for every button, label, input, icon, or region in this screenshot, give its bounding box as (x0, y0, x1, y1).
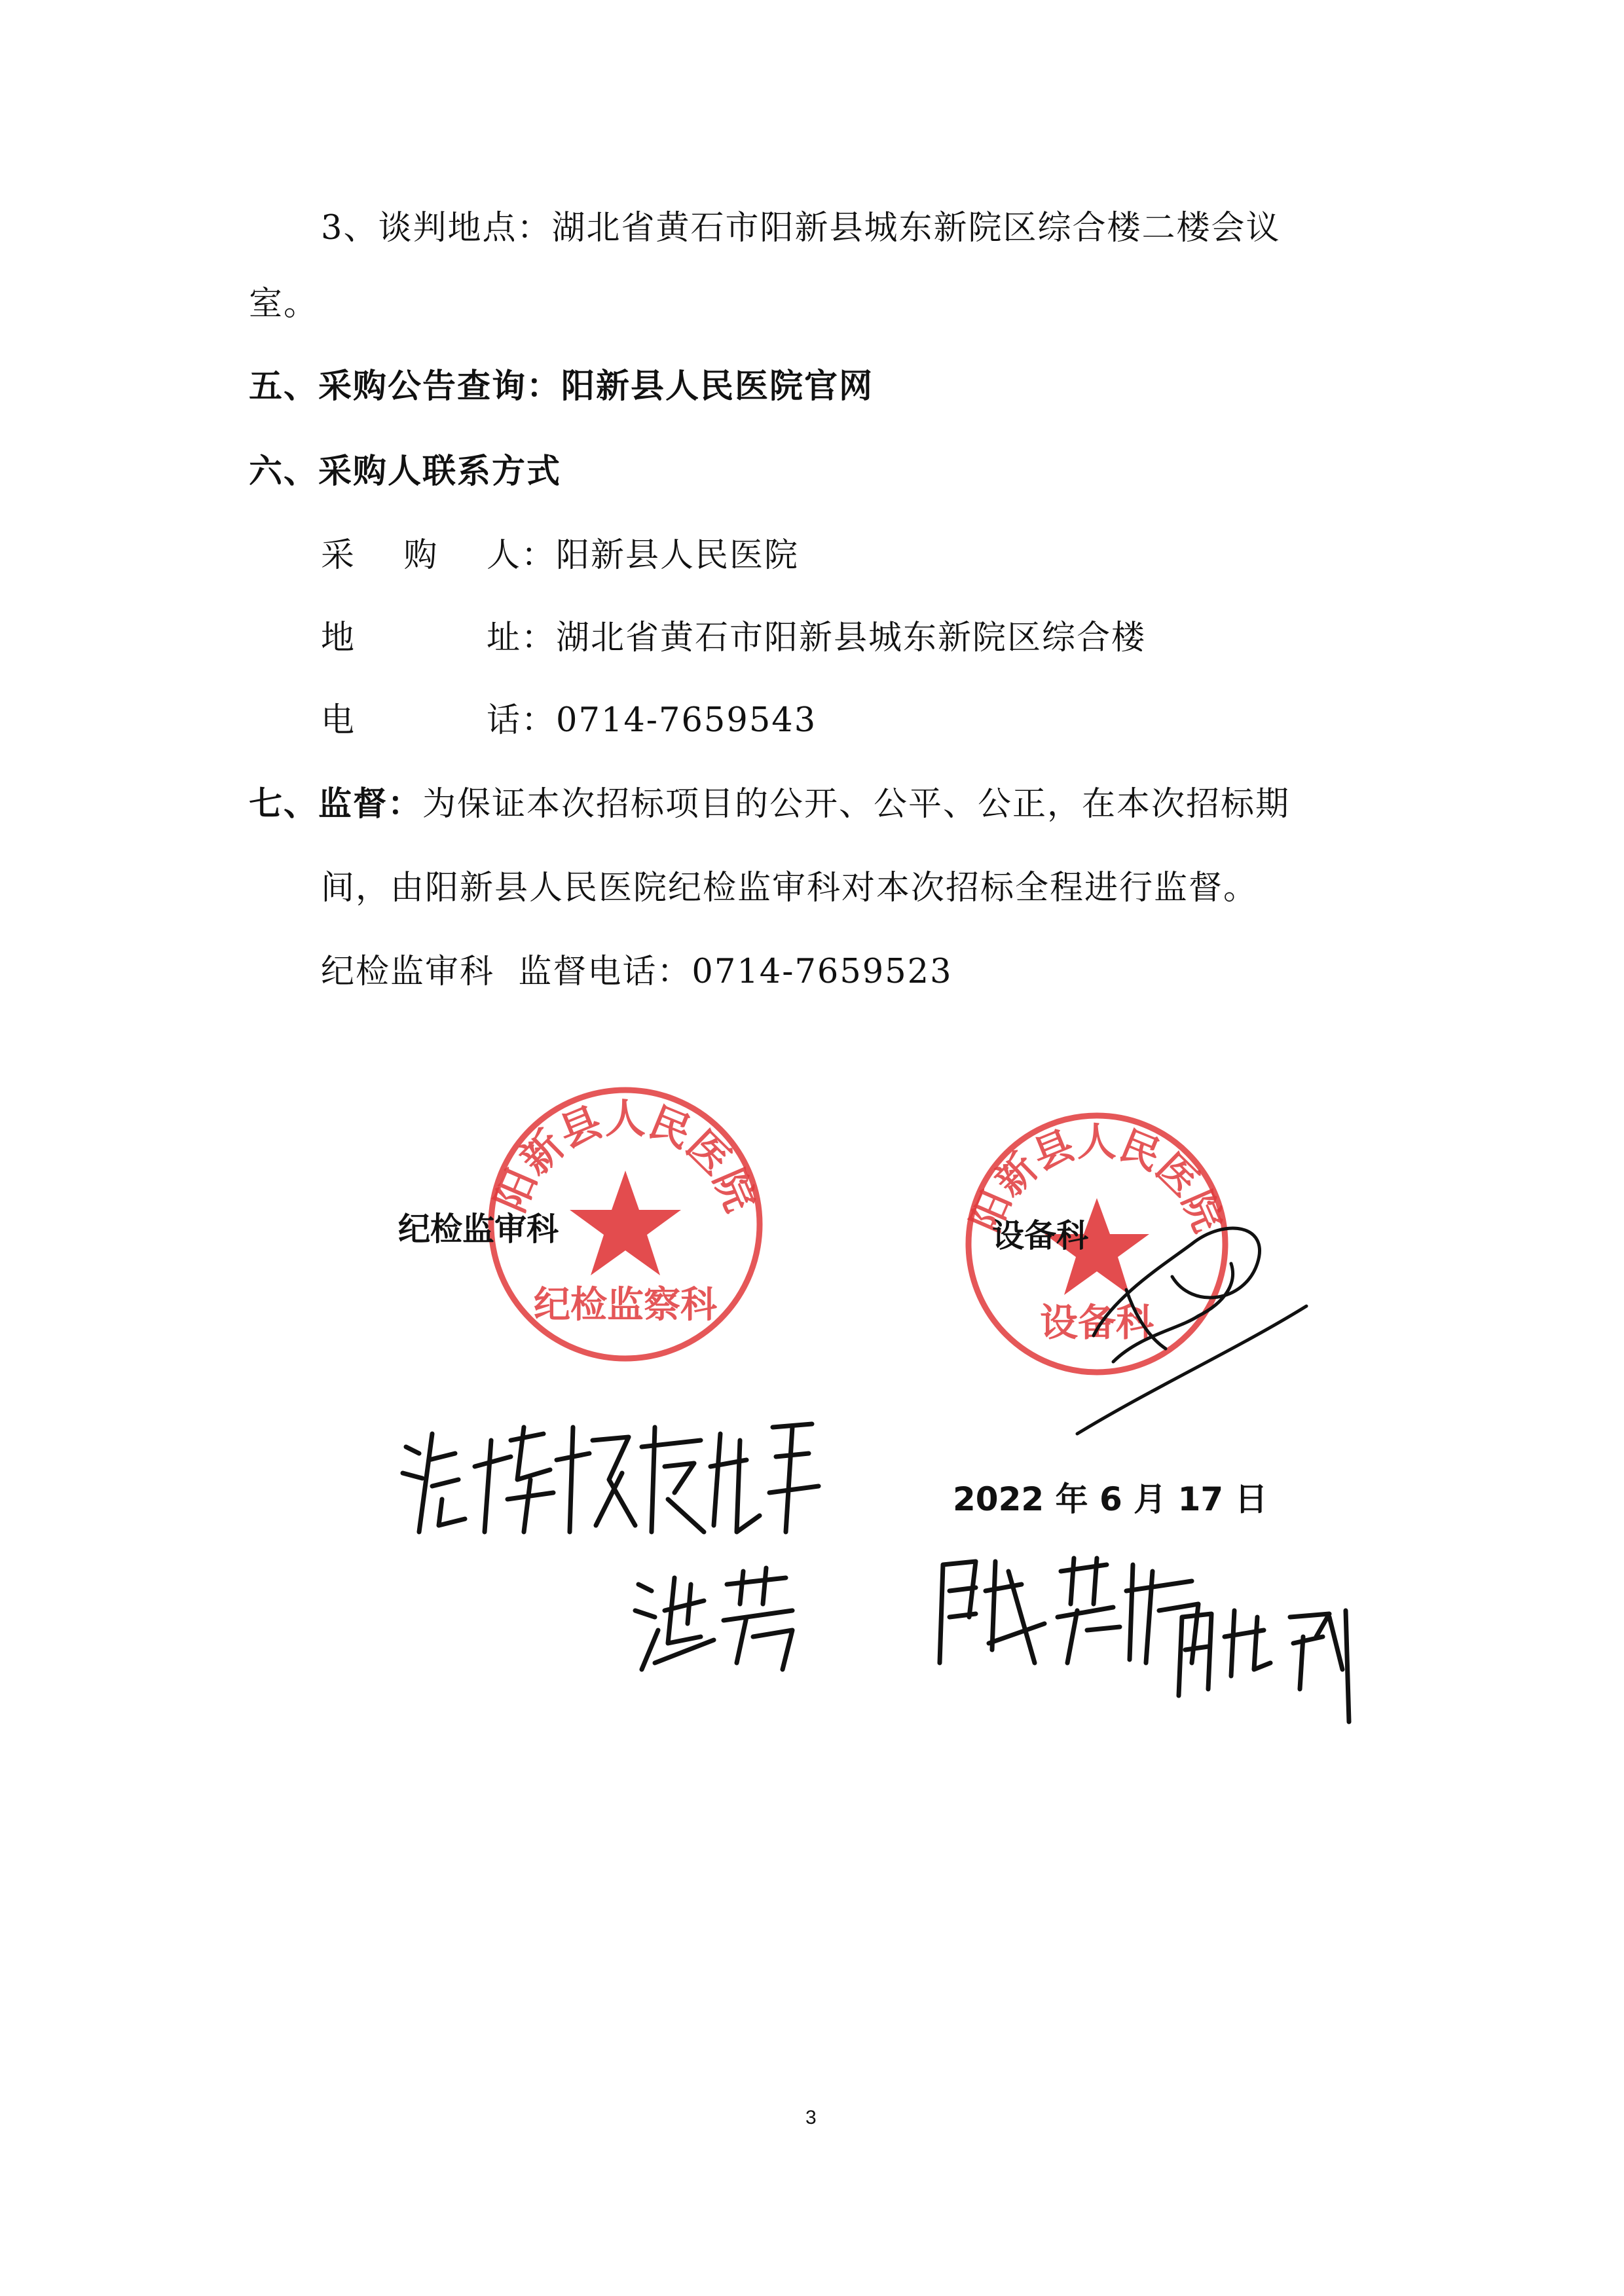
stamp-left-top-text: 阳新县人民医院 (486, 1095, 765, 1219)
signature-right-2 (1172, 1597, 1375, 1728)
contact-buyer (321, 536, 799, 576)
signer-right-label: 设备科 (992, 1217, 1089, 1254)
signature-right-scribble (1074, 1205, 1310, 1440)
contact-address-label: 地 址 (321, 619, 521, 657)
signer-left-label: 纪检监审科 (398, 1211, 559, 1248)
section5-value: 阳新县人民医院官网 (561, 367, 874, 406)
section5-heading: 五、采购公告查询： (249, 367, 562, 406)
stamp-right-bottom-text: 设备科 (1039, 1300, 1154, 1345)
stamp-right-top-text: 阳新县人民医院 (963, 1120, 1231, 1239)
section7-text: 为保证本次招标项目的公开、公平、公正，在本次招标期 (422, 785, 1291, 824)
contact-phone-label: 电 话 (321, 701, 521, 740)
section6-heading: 六、采购人联系方式 (249, 452, 562, 491)
star-icon (570, 1171, 681, 1275)
section7 (249, 784, 1290, 825)
page-number: 3 (805, 2107, 817, 2128)
contact-address (321, 618, 1146, 659)
section5 (249, 367, 874, 407)
signature-left-1 (393, 1401, 825, 1545)
stamp-left-bottom-text: 纪检监察科 (534, 1283, 717, 1326)
signature-left-2 (629, 1565, 825, 1676)
section7-heading: 七、监督： (249, 785, 423, 824)
contact-buyer-value: ：阳新县人民医院 (521, 536, 800, 575)
date: 2022 年 6 月 17 日 (953, 1480, 1268, 1518)
contact-phone-value: ：0714-7659543 (521, 701, 817, 740)
supervision-phone: 纪检监审科 监督电话：0714-7659523 (321, 953, 953, 991)
section7-continuation: 间，由阳新县人民医院纪检监审科对本次招标全程进行监督。 (321, 869, 1259, 907)
item3-line: 3、谈判地点：湖北省黄石市阳新县城东新院区综合楼二楼会议 (321, 209, 1281, 247)
contact-address-value: ：湖北省黄石市阳新县城东新院区综合楼 (521, 619, 1147, 657)
signature-right-1 (930, 1552, 1205, 1669)
item3-continuation: 室。 (249, 285, 319, 323)
contact-phone (321, 701, 817, 741)
contact-buyer-label: 采 购 人 (321, 536, 521, 575)
